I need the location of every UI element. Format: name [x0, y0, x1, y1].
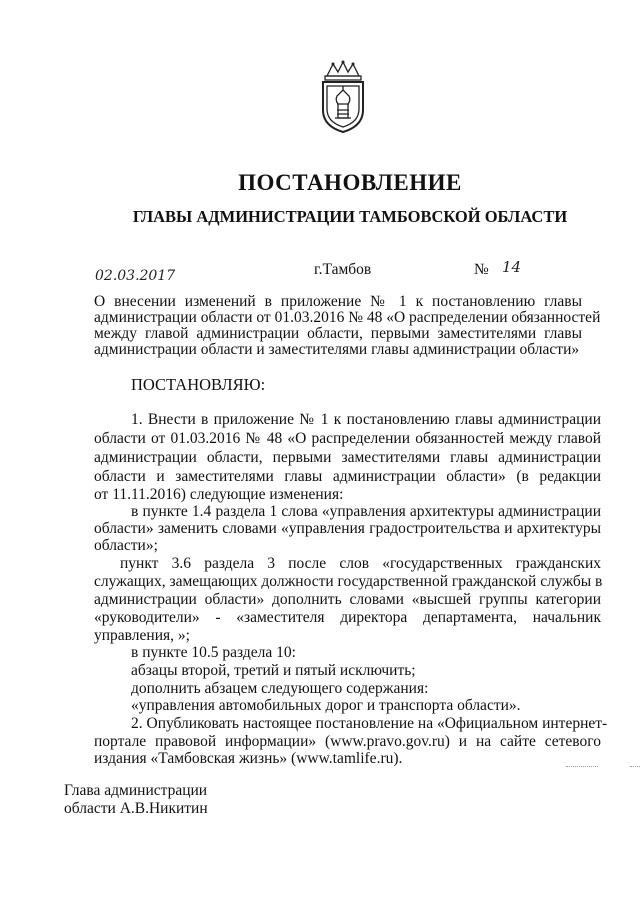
body-line: области и заместителями главы администрации области» (в редакции [94, 468, 601, 485]
subject-line: О внесении изменений в приложение № 1 к постановлению главы [94, 293, 582, 310]
document-number-label: № [474, 261, 489, 278]
body-line: издания «Тамбовская жизнь» (www.tamlife.ru). [94, 750, 403, 767]
body-line: «управления автомобильных дорог и транспорта области». [131, 697, 521, 714]
divider [566, 766, 598, 767]
body-line: в пункте 10.5 раздела 10: [131, 644, 296, 661]
signature-name: области А.В.Никитин [64, 800, 208, 817]
coat-of-arms-icon [313, 60, 373, 135]
body-line: служащих, замещающих должности государственной гражданской службы в [94, 573, 603, 590]
body-line: портале правовой информации» (www.pravo.gov.ru) и на сайте сетевого [94, 733, 601, 750]
document-number: 14 [502, 258, 522, 276]
body-line: пункт 3.6 раздела 3 после слов «государственных гражданских [120, 555, 601, 572]
body-line: дополнить абзацем следующего содержания: [131, 680, 429, 697]
body-line: 1. Внести в приложение № 1 к постановлению главы администрации [131, 411, 601, 428]
decree-word: ПОСТАНОВЛЯЮ: [131, 375, 266, 394]
body-line: области» заменить словами «управления градостроительства и архитектуры [94, 520, 601, 537]
body-line: администрации области, первыми заместителями главы администрации [94, 449, 601, 466]
body-line: в пункте 1.4 раздела 1 слова «управления архитектуры администрации [131, 503, 601, 520]
subject-line: между главой администрации области, первыми заместителями главы [94, 325, 582, 342]
document-title: ПОСТАНОВЛЕНИЕ [238, 170, 462, 195]
body-line: области от 01.03.2016 № 48 «О распределении обязанностей между главой [94, 430, 601, 447]
signature-position: Глава администрации [64, 782, 208, 799]
subject-line: администрации области и заместителями главы администрации области» [94, 341, 580, 358]
body-line: абзацы второй, третий и пятый исключить; [131, 662, 416, 679]
body-line: 2. Опубликовать настоящее постановление на «Официальном интернет- [131, 715, 608, 732]
subject-line: администрации области от 01.03.2016 № 48 «О распределении обязанностей [94, 309, 601, 326]
body-line: «руководители» - «заместителя директора департамента, начальник [94, 609, 601, 626]
body-line: администрации области» дополнить словами «высшей группы категории [94, 591, 601, 608]
body-line: управления, »; [94, 627, 190, 644]
body-line: области»; [94, 537, 158, 554]
document-city: г.Тамбов [314, 261, 372, 278]
document-date: 02.03.2017 [95, 268, 176, 284]
divider [630, 766, 640, 767]
body-line: от 11.11.2016) следующие изменения: [94, 486, 344, 503]
document-subtitle: ГЛАВЫ АДМИНИСТРАЦИИ ТАМБОВСКОЙ ОБЛАСТИ [132, 207, 568, 226]
